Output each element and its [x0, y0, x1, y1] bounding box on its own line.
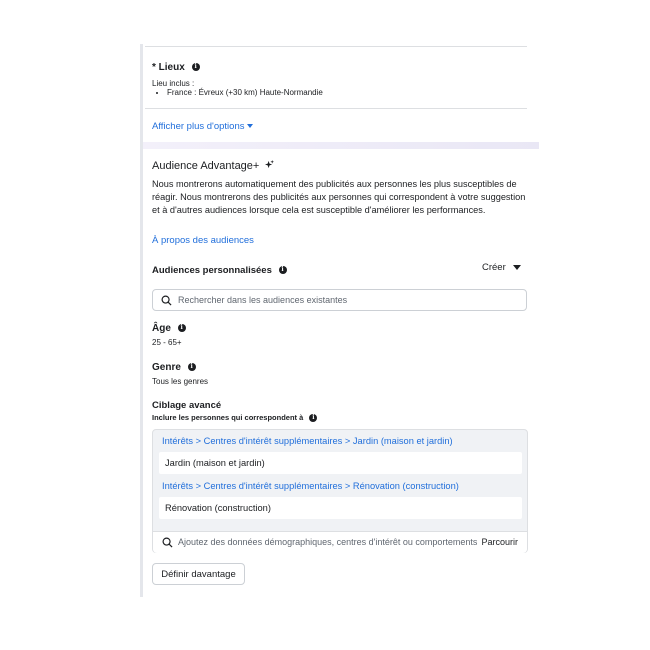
targeting-item-2[interactable] — [159, 497, 522, 519]
search-icon — [161, 295, 172, 306]
locations-title — [152, 62, 200, 73]
advanced-targeting-title: Ciblage avancé — [152, 400, 222, 411]
advantage-title-text: Audience Advantage+ — [152, 160, 260, 172]
location-item: • France : Évreux (+30 km) Haute-Normandie — [167, 88, 323, 97]
top-divider — [145, 46, 527, 47]
targeting-item-label: Rénovation (construction) — [165, 503, 271, 513]
info-icon[interactable]: i — [178, 324, 186, 332]
custom-audiences-title — [152, 265, 287, 276]
gender-title-text: Genre — [152, 362, 181, 373]
add-targeting-input[interactable] — [153, 531, 527, 553]
advantage-description: Nous montrerons automatiquement des publicités aux personnes les plus susceptibles de réagir. Nous montrerons des publicités aux personnes qui correspondent à votre suggestion et à d'autres audiences lorsque cela est susceptible d'améliorer les performances. — [152, 179, 526, 215]
age-title — [152, 323, 186, 334]
caret-down-icon — [513, 265, 521, 270]
more-options-link[interactable] — [152, 121, 253, 132]
info-icon[interactable]: i — [192, 63, 200, 71]
refine-button[interactable]: Définir davantage — [152, 563, 245, 585]
audience-search-placeholder: Rechercher dans les audiences existantes — [178, 295, 348, 305]
targeting-box — [152, 429, 528, 553]
search-icon — [162, 537, 173, 548]
create-dropdown[interactable] — [482, 262, 521, 273]
targeting-item-label: Jardin (maison et jardin) — [165, 458, 265, 468]
targeting-path-2[interactable]: Intérêts > Centres d'intérêt supplémentaires > Rénovation (construction) — [162, 481, 459, 491]
section-separator — [143, 142, 539, 149]
advanced-targeting-subtitle-text: Inclure les personnes qui correspondent à — [152, 413, 304, 422]
locations-title-text: * Lieux — [152, 62, 185, 73]
age-value: 25 - 65+ — [152, 338, 182, 347]
create-label: Créer — [482, 262, 506, 273]
about-audiences-link[interactable]: À propos des audiences — [152, 235, 254, 246]
gender-value: Tous les genres — [152, 377, 209, 386]
targeting-path-1[interactable]: Intérêts > Centres d'intérêt supplémentaires > Jardin (maison et jardin) — [162, 436, 453, 446]
more-options-label: Afficher plus d'options — [152, 121, 245, 132]
advanced-targeting-subtitle — [152, 413, 317, 422]
custom-audiences-title-text: Audiences personnalisées — [152, 265, 272, 276]
info-icon[interactable]: i — [309, 414, 317, 422]
audience-search-input[interactable] — [152, 289, 527, 311]
info-icon[interactable]: i — [188, 363, 196, 371]
age-title-text: Âge — [152, 323, 171, 334]
sparkle-icon — [265, 160, 274, 169]
add-targeting-placeholder: Ajoutez des données démographiques, centres d'intérêt ou comportements — [178, 537, 478, 547]
locations-included-label: Lieu inclus : — [152, 79, 195, 88]
locations-list — [155, 88, 323, 97]
locations-divider — [145, 108, 527, 109]
chevron-down-icon — [247, 124, 253, 128]
info-icon[interactable]: i — [279, 266, 287, 274]
gender-title — [152, 362, 196, 373]
panel-left-border — [140, 44, 143, 597]
targeting-item-1[interactable] — [159, 452, 522, 474]
browse-button[interactable]: Parcourir — [481, 537, 518, 547]
advantage-title — [152, 160, 274, 172]
